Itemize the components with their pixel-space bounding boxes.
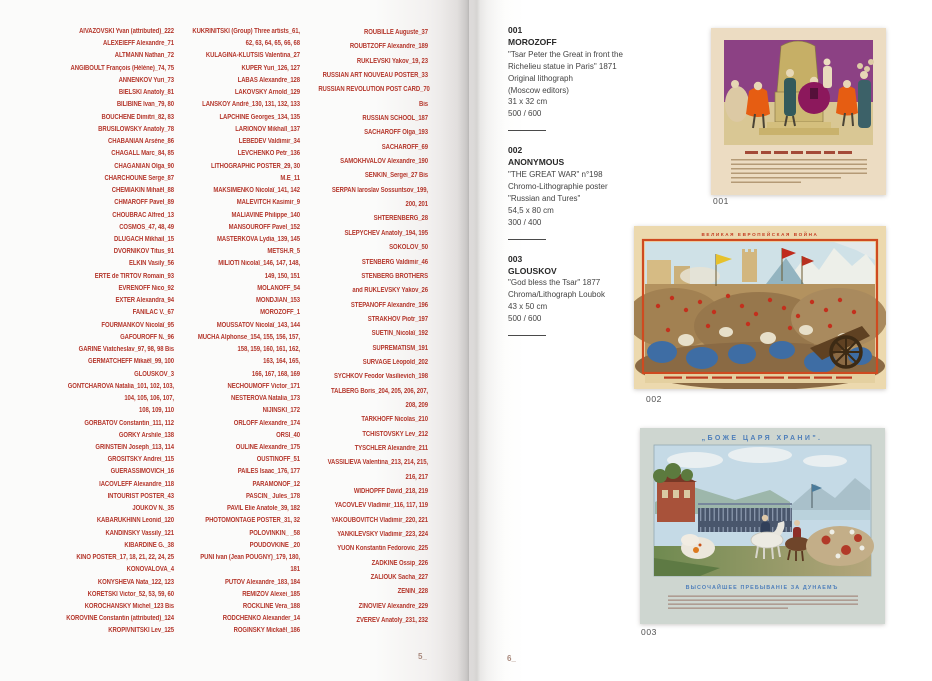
lot-artist: MOROZOFF (508, 36, 557, 47)
lot-detail-line: "God bless the Tsar" 1877 (508, 278, 601, 288)
catalog-entry-001 (508, 25, 683, 120)
artwork-002-image (634, 226, 886, 389)
index-entry: CHAGALL Marc_84, 85 (111, 150, 174, 158)
index-entry: PUNI Ivan (Jean POUGNY)_179, 180, (200, 554, 300, 562)
lot-detail-line: 500 / 600 (508, 314, 542, 324)
artwork-002-photo (634, 226, 886, 389)
index-entry: KUPER Yuri_126, 127 (241, 64, 300, 72)
index-entry: MAKSIMENKO Nicolaï_141, 142 (213, 187, 300, 195)
index-entry: LAKOVSKY Arnold_129 (234, 89, 300, 97)
index-entry: MASTERKOVA Lydia_139, 145 (217, 235, 300, 243)
index-entry: MALIAVINE Philippe_140 (231, 211, 300, 219)
index-entry: KULAGINA-KLUTSIS Valentina_27 (205, 52, 300, 60)
index-entry: ROUBTZOFF Alexandre_189 (349, 43, 428, 51)
index-entry: CHEMIAKIN Mihaël_88 (111, 187, 174, 195)
index-entry: RUSSIAN ART NOUVEAU POSTER_33 (322, 72, 428, 80)
index-entry: 200, 201 (405, 201, 428, 209)
index-entry: CHABANIAN Arsène_86 (108, 138, 174, 146)
index-entry: 216, 217 (405, 473, 428, 481)
index-entry: BRUSILOWSKY Anatoly_78 (98, 125, 174, 133)
lot-artist: GLOUSKOV (508, 265, 557, 276)
index-entry: SAMOKHVALOV Alexandre_190 (340, 158, 428, 166)
index-entry: PASCIN_ Jules_178 (245, 492, 300, 500)
index-entry: M.E_11 (280, 174, 300, 182)
lot-detail-line: 300 / 400 (508, 217, 542, 227)
index-entry: ZVEREV Anatoly_231, 232 (356, 617, 428, 625)
index-entry: NIJINSKI_172 (262, 407, 300, 415)
artwork-001-image (711, 28, 886, 195)
index-entry: KONYSHEVA Nata_122, 123 (97, 578, 174, 586)
index-entry: BIELSKI Anatoly_81 (118, 89, 174, 97)
index-entry: AIVAZOVSKI Yvan (attributed)_222 (79, 28, 174, 35)
index-entry: YAKOUBOVITCH Vladimir_220, 221 (331, 516, 428, 524)
index-entry: GORBATOV Constantin_111, 112 (84, 419, 174, 427)
index-entry: WIDHOPFF David_218, 219 (353, 488, 428, 495)
lot-artist: ANONYMOUS (508, 157, 565, 168)
index-entry: YANKILEVSKY Vladimir_223, 224 (337, 531, 428, 539)
index-entry: MANSOUROFF Pavel_152 (228, 223, 300, 231)
lot-detail-line: "Tsar Peter the Great in front the (508, 49, 623, 59)
lot-detail-line: "THE GREAT WAR" n°198 (508, 170, 603, 180)
index-entry: LITHOGRAPHIC POSTER_29, 30 (210, 162, 300, 170)
index-column-3 (299, 26, 428, 628)
index-entry: ANNENKOV Yuri_73 (118, 76, 174, 84)
index-entry: ROCKLINE Vera_188 (242, 603, 300, 611)
index-entry: BOUCHENE Dimitri_82, 83 (101, 113, 174, 121)
index-entry: and RUKLEVSKY Yakov_26 (352, 287, 428, 295)
index-entry: GONTCHAROVA Natalia_101, 102, 103, (67, 382, 174, 390)
index-entry: OULINE Alexandre_175 (235, 443, 300, 451)
index-entry: GERMATCHEFF Mikaël_99, 100 (88, 358, 174, 366)
index-entry: MILIOTI Nicolaï_146, 147, 148, (218, 260, 300, 268)
index-entry: TARKHOFF Nicolas_210 (361, 416, 428, 424)
index-entry: BILIBINE Ivan_79, 80 (116, 101, 174, 109)
index-entry: STEPANOFF Alexandre_196 (350, 301, 428, 309)
index-entry: OUSTINOFF_51 (256, 456, 300, 464)
index-entry: EXTER Alexandra_94 (115, 297, 174, 305)
index-entry: RUSSIAN SCHOOL_187 (362, 115, 428, 123)
lot-detail-line: 500 / 600 (508, 109, 542, 119)
index-entry: MOLANOFF_54 (257, 284, 300, 292)
index-entry: SHTERENBERG_28 (373, 215, 428, 223)
catalog-entry-002 (508, 145, 683, 228)
index-entry: LEBEDEV Valdimir_34 (238, 138, 300, 146)
index-entry: 149, 150, 151 (264, 272, 300, 280)
catalog-page (469, 0, 932, 681)
index-entry: KORETSKI Victor_52, 53, 59, 60 (87, 590, 174, 598)
index-entry: INTOURIST POSTER_43 (107, 492, 174, 500)
index-entry: PHOTOMONTAGE POSTER_31, 32 (205, 517, 300, 525)
index-entry: STRAKHOV Piotr_197 (367, 315, 428, 323)
index-entry: KANDINSKY Vassily_121 (105, 529, 174, 537)
index-entry: PAILES Isaac_176, 177 (237, 468, 300, 476)
index-entry: KOROCHANSKY Michel_123 Bis (84, 603, 174, 611)
index-entry: SOKOLOV_50 (389, 244, 428, 252)
index-column-2 (170, 26, 300, 638)
index-entry: GARINE Viatcheslav_97, 98, 98 Bis (78, 346, 174, 354)
index-entry: LAPCHINE Georges_134, 135 (219, 113, 300, 121)
index-entry: 166, 167, 168, 169 (251, 370, 300, 378)
index-entry: RUKLEVSKI Yakov_19, 23 (356, 57, 428, 65)
index-entry: RUSSIAN REVOLUTION POST CARD_70 (318, 86, 430, 94)
index-entry: SUETIN_Nicolaï_192 (371, 330, 428, 338)
index-entry: PUTOV Alexandre_183, 184 (224, 578, 300, 586)
index-entry: SERPAN Iaroslav Sossuntsov_199, (331, 186, 428, 194)
index-entry: 104, 105, 106, 107, (124, 395, 174, 403)
index-entry: STENBERG BROTHERS (361, 272, 428, 280)
lot-number: 002 (508, 145, 523, 156)
index-entry: CHAGANIAN Olga_90 (114, 162, 174, 170)
artwork-001-photo (711, 28, 886, 195)
artwork-002-title: ВЕЛИКАЯ ЕВРОПЕЙСКАЯ ВОЙНА (701, 232, 819, 237)
index-entry: TALBERG Boris_204, 205, 206, 207, (331, 387, 428, 395)
index-entry: GAFOUROFF N._96 (120, 333, 174, 341)
index-entry: YACOVLEV Vladimir_116, 117, 119 (334, 502, 428, 510)
lot-detail-line: 31 x 32 cm (508, 97, 548, 107)
index-entry: CHMAROFF Pavel_89 (114, 199, 174, 207)
index-entry: ALTMANN Nathan_72 (114, 52, 174, 60)
index-entry: ORSI_40 (276, 431, 300, 439)
index-entry: GLOUSKOV_3 (134, 370, 174, 378)
index-entry: 208, 209 (405, 401, 428, 409)
artwork-002-caption: 002 (646, 394, 662, 404)
lot-number: 003 (508, 253, 523, 264)
index-entry: DLUGACH Mikhail_15 (114, 235, 174, 243)
entry-divider (508, 335, 546, 336)
index-entry: 181 (290, 566, 300, 574)
index-entry: SURVAGE Léopold_202 (362, 358, 428, 366)
index-entry: TCHISTOVSKY Lev_212 (362, 430, 428, 438)
artwork-003-image (640, 428, 885, 624)
index-entry: CHOUBRAC Alfred_13 (112, 211, 174, 219)
artwork-001-caption: 001 (713, 196, 729, 206)
index-entry: SLEPYCHEV Anatoly_194, 195 (344, 229, 428, 237)
artwork-003-subtitle: ВЫСОЧАЙШЕЕ ПРЕБЫВАНІЕ ЗА ДУНАЕМЪ (685, 585, 839, 591)
lot-detail-line: Chromo-Lithographie poster (508, 181, 608, 191)
index-entry: KOROVINE Constantin (attributed)_124 (66, 615, 174, 623)
index-entry: GROSITSKY Andrei_115 (107, 456, 174, 464)
index-entry: LARIONOV Mikhaïl_137 (235, 125, 300, 133)
index-entry: LABAS Alexandre_128 (237, 76, 300, 84)
lot-detail-line: (Moscow editors) (508, 85, 569, 95)
index-entry: COSMOS_47, 48, 49 (119, 223, 174, 231)
index-entry: KUKRINITSKI (Group) Three artists_61, (192, 28, 300, 35)
index-entry: RODCHENKO Alexander_14 (222, 615, 300, 623)
lot-detail-line: Original lithograph (508, 73, 573, 83)
index-entry: MOUSSATOV Nicolaï_143, 144 (216, 321, 300, 329)
index-entry: JOUKOV N._35 (132, 505, 174, 513)
index-entry: ZINOVIEV Alexandre_229 (358, 602, 428, 610)
index-entry: ZADKINE Ossip_226 (371, 559, 428, 567)
index-entry: KIBARDINE G._38 (124, 541, 174, 549)
index-entry: 108, 109, 110 (139, 407, 174, 415)
index-entry: SENKIN_Sergei_27 Bis (364, 172, 428, 180)
index-entry: GRINSTEIN Joseph_113, 114 (95, 443, 174, 451)
index-entry: ALEXEIEFF Alexandre_71 (102, 40, 174, 48)
index-entry: FANILAC V._67 (132, 309, 174, 317)
lot-detail-line: 54,5 x 80 cm (508, 205, 554, 215)
lot-detail-line: Chroma/Lithograph Loubok (508, 290, 605, 300)
index-entry: EVRENOFF Nico_92 (118, 284, 174, 292)
index-entry: KROPIVNITSKI Lev_125 (108, 627, 174, 635)
index-entry: NECHOUMOFF Victor_171 (227, 382, 300, 390)
index-entry: METSH.R_5 (267, 248, 300, 256)
index-entry: KINO POSTER_17, 18, 21, 22, 24, 25 (76, 554, 174, 562)
index-entry: VASSILIEVA Valentina_213, 214, 215, (327, 459, 428, 467)
index-entry: SYCHKOV Feodor Vasilievich_198 (333, 373, 428, 381)
index-entry: REMIZOV Alexei_185 (242, 590, 300, 598)
index-entry: 62, 63, 64, 65, 66, 68 (245, 40, 300, 48)
index-entry: GUERASSIMOVICH_16 (110, 468, 174, 476)
index-entry: MUCHA Alphonse_154, 155, 156, 157, (197, 333, 300, 341)
index-entry: PAVIL Elie Anatole_39, 182 (227, 505, 300, 513)
index-entry: PARAMONOF_12 (252, 480, 300, 488)
index-entry: ORLOFF Alexandre_174 (233, 419, 300, 427)
artwork-003-title: „БОЖЕ ЦАРЯ ХРАНИ". (701, 435, 823, 442)
index-entry: TYSCHLER Alexandre_211 (354, 444, 428, 452)
index-entry: ROUBILLE Auguste_37 (364, 29, 428, 36)
index-entry: ANGIBOULT François (Hélène)_74, 75 (70, 64, 174, 72)
artwork-002-smalltext-dashes (664, 377, 852, 379)
index-entry: GORKY Arshile_138 (118, 431, 174, 439)
index-entry: LANSKOY André_130, 131, 132, 133 (202, 101, 300, 109)
index-entry: 158, 159, 160, 161, 162, (237, 346, 300, 354)
lot-detail-line: 43 x 50 cm (508, 302, 548, 312)
index-entry: SACHAROFF_69 (381, 143, 428, 151)
page-number-right: 6_ (507, 654, 516, 663)
index-entry: ZALIOUK Sacha_227 (370, 574, 428, 582)
index-entry: NESTEROVA Natalia_173 (231, 395, 300, 403)
index-entry: Bis (418, 100, 428, 108)
index-entry: DVORNIKOV Titus_91 (113, 248, 174, 256)
index-entry: KONOVALOVA_4 (126, 566, 174, 574)
lot-detail-line: Richelieu statue in Paris" 1871 (508, 61, 617, 71)
index-entry: MOROZOFF_1 (260, 309, 300, 317)
index-entry: STENBERG Valdimir_46 (361, 258, 428, 266)
index-entry: YUON Konstantin Fedorovic_225 (337, 545, 428, 553)
index-entry: MONDJIAN_153 (256, 297, 300, 305)
index-entry: 163, 164, 165, (263, 358, 300, 366)
index-entry: ZENIN_228 (397, 588, 428, 596)
index-entry: CHARCHOUNE Serge_87 (104, 174, 174, 182)
page-number-left: 5_ (418, 652, 427, 661)
index-entry: ELKIN Vasily_56 (128, 260, 174, 268)
artwork-003-caption: 003 (641, 627, 657, 637)
index-entry: ROGINSKY Mickaël_186 (233, 627, 300, 635)
lot-number: 001 (508, 25, 523, 35)
index-entry: POUDOVKINE _20 (249, 541, 300, 549)
entry-divider (508, 239, 546, 240)
index-entry: IACOVLEFF Alexandre_118 (99, 480, 174, 488)
index-entry: KABARUKHINN Leonid_120 (96, 517, 174, 525)
artwork-003-photo (640, 428, 885, 624)
index-entry: SACHAROFF Olga_193 (364, 129, 428, 137)
lot-detail-line: "Russian and Tures" (508, 193, 581, 203)
index-entry: FOURMANKOV Nicolaï_95 (101, 321, 174, 329)
index-entry: ERTE de TIRTOV Romain_93 (94, 272, 174, 280)
entry-divider (508, 130, 546, 131)
index-entry: POLOVINKIN_ _58 (249, 529, 300, 537)
index-entry: LEVCHENKO Petr_136 (237, 150, 300, 158)
index-entry: MALEVITCH Kasimir_9 (236, 199, 300, 207)
index-column-1 (16, 26, 174, 638)
index-entry: SUPREMATISM_191 (372, 344, 428, 352)
